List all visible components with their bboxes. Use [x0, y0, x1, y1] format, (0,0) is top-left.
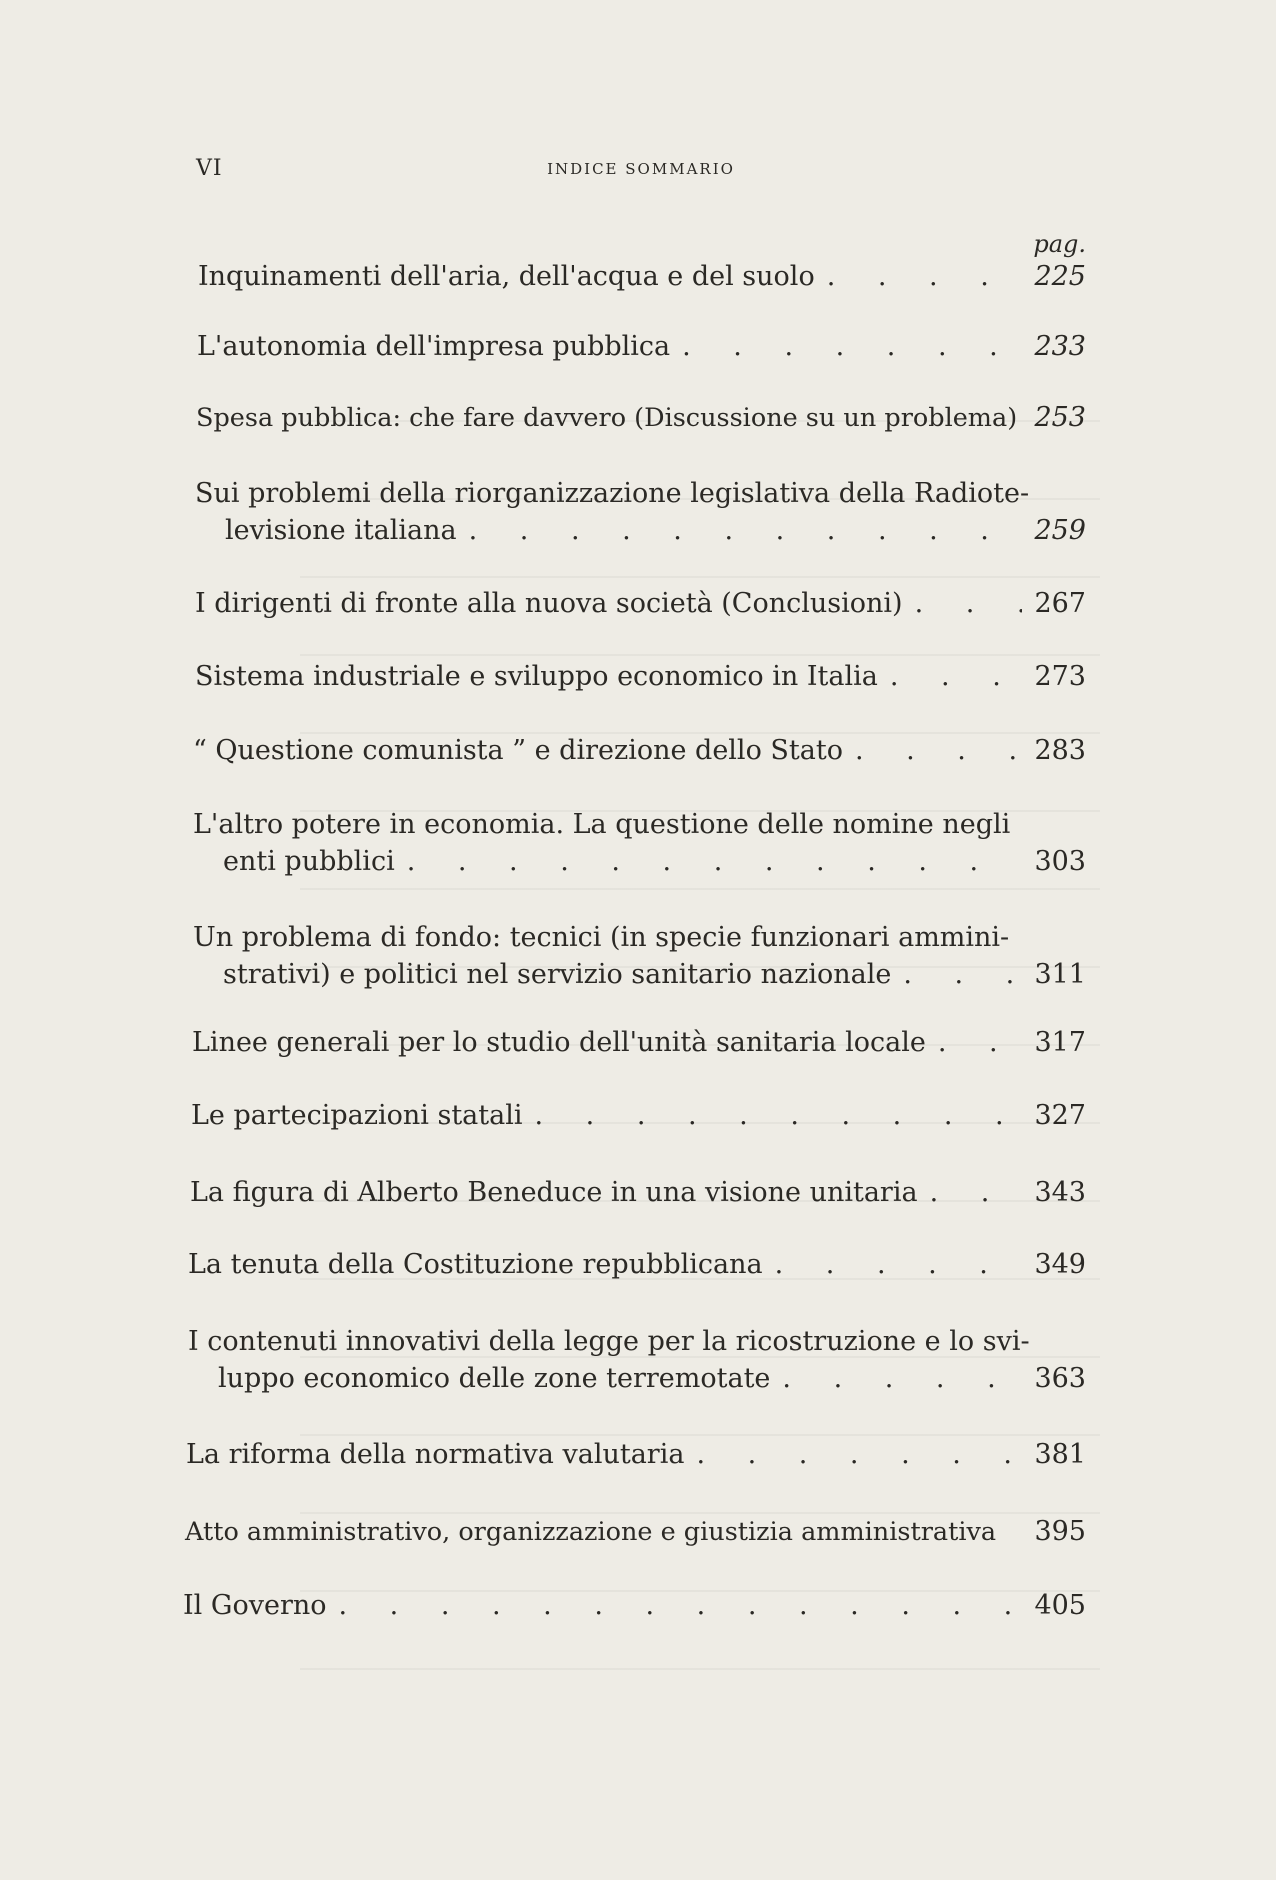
entry-title: La figura di Alberto Beneduce in una visione unitaria	[190, 1177, 918, 1208]
entry-page: 233	[1034, 331, 1086, 362]
entry-page: 311	[1034, 959, 1086, 990]
dot-leader	[915, 585, 1022, 622]
entry-title: I dirigenti di fronte alla nuova società (Conclusioni)	[195, 588, 903, 619]
entry-page: 343	[1034, 1177, 1086, 1208]
dot-leader	[855, 732, 1022, 769]
entry-title: La riforma della normativa valutaria	[186, 1439, 685, 1470]
entry-page: 327	[1034, 1100, 1086, 1131]
toc-entry[interactable]	[195, 475, 1086, 549]
entry-title: Spesa pubblica: che fare davvero (Discussione su un problema)	[196, 403, 1018, 433]
toc-entry[interactable]	[188, 1246, 1086, 1283]
dot-leader	[890, 658, 1022, 695]
toc-entry[interactable]	[198, 258, 1086, 295]
toc-entry[interactable]	[192, 1024, 1086, 1061]
entry-title: Il Governo	[183, 1590, 327, 1621]
dot-leader	[682, 328, 1022, 365]
entry-page: 381	[1034, 1439, 1086, 1470]
entry-page: 267	[1034, 588, 1086, 619]
entry-title-line-1: Un problema di fondo: tecnici (in specie funzionari ammini-	[193, 922, 1010, 953]
entry-page: 303	[1034, 846, 1086, 877]
entry-title: Sistema industriale e sviluppo economico in Italia	[195, 661, 878, 692]
dot-leader	[782, 1360, 1022, 1397]
entry-page: 253	[1034, 402, 1086, 433]
dot-leader	[775, 1246, 1022, 1283]
dot-leader	[339, 1587, 1023, 1624]
toc-entry[interactable]	[197, 328, 1086, 365]
page-column-label: pag.	[1033, 230, 1086, 258]
toc-entry[interactable]	[188, 1323, 1086, 1397]
entry-title: Atto amministrativo, organizzazione e giustizia amministrativa	[185, 1517, 997, 1547]
page-number: VI	[196, 156, 223, 181]
entry-title: Linee generali per lo studio dell'unità sanitaria locale	[192, 1027, 926, 1058]
entry-title: La tenuta della Costituzione repubblicana	[188, 1249, 763, 1280]
dot-leader	[469, 512, 1022, 549]
entry-page: 225	[1034, 261, 1086, 292]
entry-page: 349	[1034, 1249, 1086, 1280]
toc-entry[interactable]	[186, 1436, 1086, 1473]
toc-entry[interactable]	[193, 806, 1086, 880]
entry-title-line-2: enti pubblici	[223, 846, 395, 877]
entry-title-line-2: levisione italiana	[225, 515, 457, 546]
toc-entry[interactable]	[193, 919, 1086, 993]
entry-page: 259	[1034, 515, 1086, 546]
page-header	[196, 156, 1086, 186]
toc-entry[interactable]	[185, 1513, 1086, 1551]
toc-entry[interactable]	[195, 585, 1086, 622]
entry-page: 317	[1034, 1027, 1086, 1058]
entry-title-line-2: strativi) e politici nel servizio sanitario nazionale	[223, 959, 892, 990]
entry-page: 395	[1034, 1516, 1086, 1547]
entry-title-line-1: Sui problemi della riorganizzazione legislativa della Radiote-	[195, 478, 1030, 509]
dot-leader	[930, 1174, 1022, 1211]
dot-leader	[903, 956, 1022, 993]
entry-title: “ Questione comunista ” e direzione dello Stato	[193, 735, 843, 766]
entry-title-line-1: I contenuti innovativi della legge per la ricostruzione e lo svi-	[188, 1326, 1030, 1357]
toc-entry[interactable]	[190, 1174, 1086, 1211]
dot-leader	[827, 258, 1022, 295]
toc-entry[interactable]	[193, 732, 1086, 769]
toc-entry[interactable]	[183, 1587, 1086, 1624]
entry-page: 283	[1034, 735, 1086, 766]
entry-title-line-1: L'altro potere in economia. La questione delle nomine negli	[193, 809, 1011, 840]
entry-page: 363	[1034, 1363, 1086, 1394]
toc-entry[interactable]	[196, 399, 1086, 437]
entry-page: 405	[1034, 1590, 1086, 1621]
dot-leader	[938, 1024, 1022, 1061]
entry-title-line-2: luppo economico delle zone terremotate	[218, 1363, 771, 1394]
dot-leader	[696, 1436, 1022, 1473]
running-title: INDICE SOMMARIO	[547, 160, 735, 178]
toc-entry[interactable]	[191, 1097, 1086, 1134]
entry-title: Inquinamenti dell'aria, dell'acqua e del suolo	[198, 261, 815, 292]
entry-title: Le partecipazioni statali	[191, 1100, 523, 1131]
dot-leader	[407, 843, 1022, 880]
entry-title: L'autonomia dell'impresa pubblica	[197, 331, 671, 362]
entry-page: 273	[1034, 661, 1086, 692]
toc-entry[interactable]	[195, 658, 1086, 695]
dot-leader	[535, 1097, 1023, 1134]
